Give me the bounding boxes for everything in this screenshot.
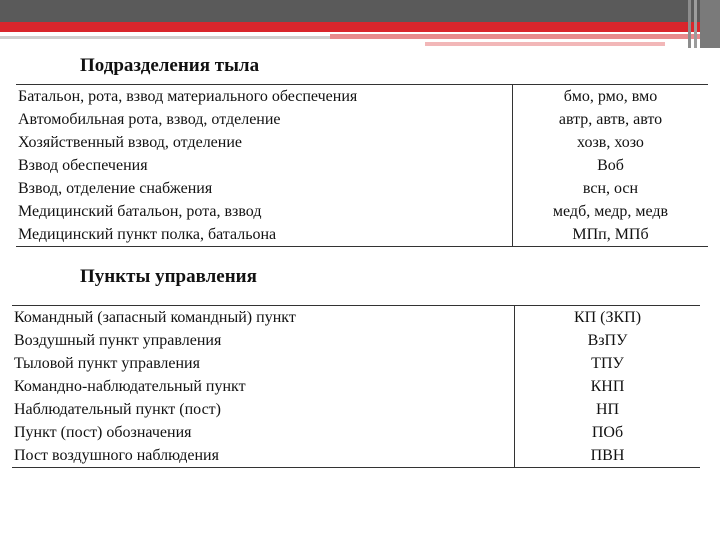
table-row	[12, 375, 700, 398]
unit-name: Медицинский батальон, рота, взвод	[18, 203, 262, 220]
section-title-rear-units: Подразделения тыла	[80, 55, 260, 76]
header-band-grey-light	[0, 36, 330, 39]
point-code: ПВН	[515, 444, 701, 468]
table-row	[16, 85, 708, 109]
table-row	[12, 352, 700, 375]
unit-name: Батальон, рота, взвод материального обеспечения	[16, 85, 513, 109]
table-row	[12, 329, 700, 352]
point-code: ВзПУ	[515, 329, 701, 352]
header-band-grey-right	[700, 0, 720, 48]
table-row	[16, 200, 708, 223]
unit-name: Автомобильная рота, взвод, отделение	[18, 111, 281, 128]
point-name: Командный (запасный командный) пункт	[12, 306, 515, 330]
unit-code: бмо, рмо, вмо	[513, 85, 709, 109]
unit-name: Взвод, отделение снабжения	[18, 180, 213, 197]
header-band-red-light	[330, 34, 720, 39]
point-name: Пост воздушного наблюдения	[12, 444, 515, 468]
unit-name: Взвод обеспечения	[18, 157, 148, 174]
unit-code: медб, медр, медв	[513, 200, 709, 223]
unit-code: автр, автв, авто	[513, 108, 709, 131]
unit-code: Воб	[513, 154, 709, 177]
point-code: НП	[515, 398, 701, 421]
header-stripe-2	[694, 0, 697, 48]
rear-units-table	[16, 84, 708, 247]
table-row	[16, 223, 708, 247]
point-code: КП (ЗКП)	[515, 306, 701, 330]
unit-name: Медицинский пункт полка, батальона	[16, 223, 513, 247]
header-band-red	[0, 22, 720, 32]
point-name: Тыловой пункт управления	[14, 355, 200, 372]
header-band-dark	[0, 0, 720, 22]
table-row	[12, 306, 700, 330]
header-band-red-light-2	[425, 42, 665, 46]
table-row	[12, 398, 700, 421]
unit-code: хозв, хозо	[513, 131, 709, 154]
point-name: Командно-наблюдательный пункт	[14, 378, 246, 395]
table-row	[12, 444, 700, 468]
table-row	[16, 131, 708, 154]
table-row	[12, 421, 700, 444]
table-row	[16, 177, 708, 200]
table-row	[16, 154, 708, 177]
point-code: ТПУ	[515, 352, 701, 375]
unit-name: Хозяйственный взвод, отделение	[18, 134, 243, 151]
section-title-control-points: Пункты управления	[80, 266, 257, 287]
unit-code: МПп, МПб	[513, 223, 709, 247]
point-code: КНП	[515, 375, 701, 398]
control-points-table	[12, 305, 700, 468]
point-code: ПОб	[515, 421, 701, 444]
point-name: Пункт (пост) обозначения	[14, 424, 192, 441]
header-stripe-1	[688, 0, 691, 48]
table-row	[16, 108, 708, 131]
point-name: Воздушный пункт управления	[14, 332, 222, 349]
point-name: Наблюдательный пункт (пост)	[14, 401, 221, 418]
unit-code: всн, осн	[513, 177, 709, 200]
